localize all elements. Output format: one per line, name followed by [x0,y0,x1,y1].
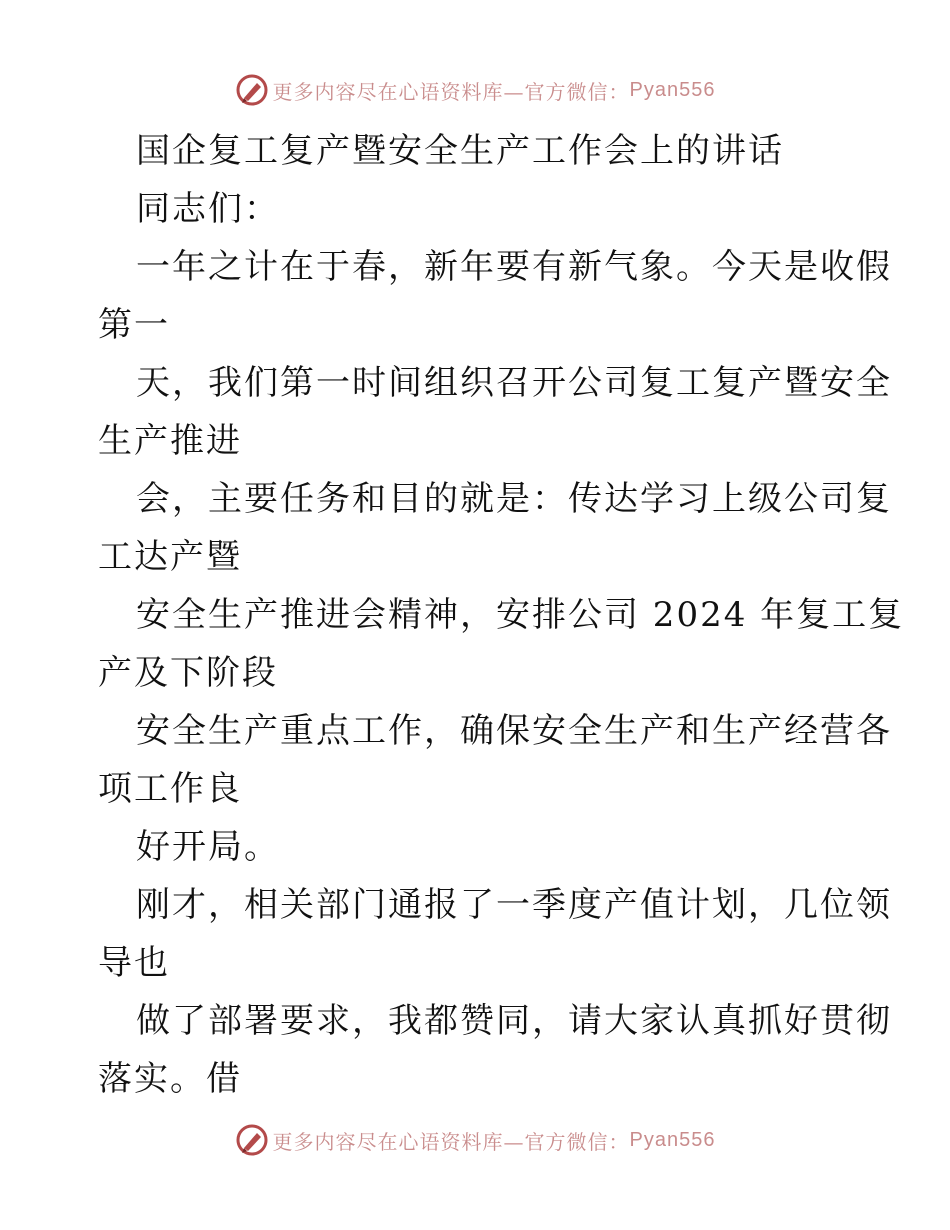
pen-logo-icon [235,1123,269,1157]
text-line: 刚才，相关部门通报了一季度产值计划，几位领 [136,885,892,925]
watermark-wechat-id: Pyan556 [629,78,716,101]
pen-logo-icon [235,73,269,107]
text-line: 项工作良 [98,769,242,809]
text-line: 生产推进 [98,421,242,461]
text-line: 一年之计在于春，新年要有新气象。今天是收假 [136,247,892,287]
text-line: 导也 [98,943,170,983]
header-watermark [0,70,950,110]
text-line: 天，我们第一时间组织召开公司复工复产暨安全 [136,363,892,403]
text-line: 安全生产推进会精神，安排公司 2024 年复工复 [136,595,905,635]
text-line: 同志们： [136,189,280,229]
watermark-wechat-id: Pyan556 [629,1128,716,1151]
text-line: 产及下阶段 [98,653,278,693]
text-line: 做了部署要求，我都赞同，请大家认真抓好贯彻 [136,1001,892,1041]
text-line: 安全生产重点工作，确保安全生产和生产经营各 [136,711,892,751]
text-line: 第一 [98,305,170,345]
text-line: 工达产暨 [98,537,242,577]
watermark-text: 更多内容尽在心语资料库—官方微信： [272,79,630,104]
text-line: 好开局。 [136,827,280,867]
watermark-text: 更多内容尽在心语资料库—官方微信： [272,1129,630,1154]
document-body [98,122,905,1108]
text-line: 落实。借 [98,1059,242,1099]
text-line: 会，主要任务和目的就是：传达学习上级公司复 [136,479,892,519]
footer-watermark [0,1120,950,1160]
document-title: 国企复工复产暨安全生产工作会上的讲话 [136,131,784,171]
